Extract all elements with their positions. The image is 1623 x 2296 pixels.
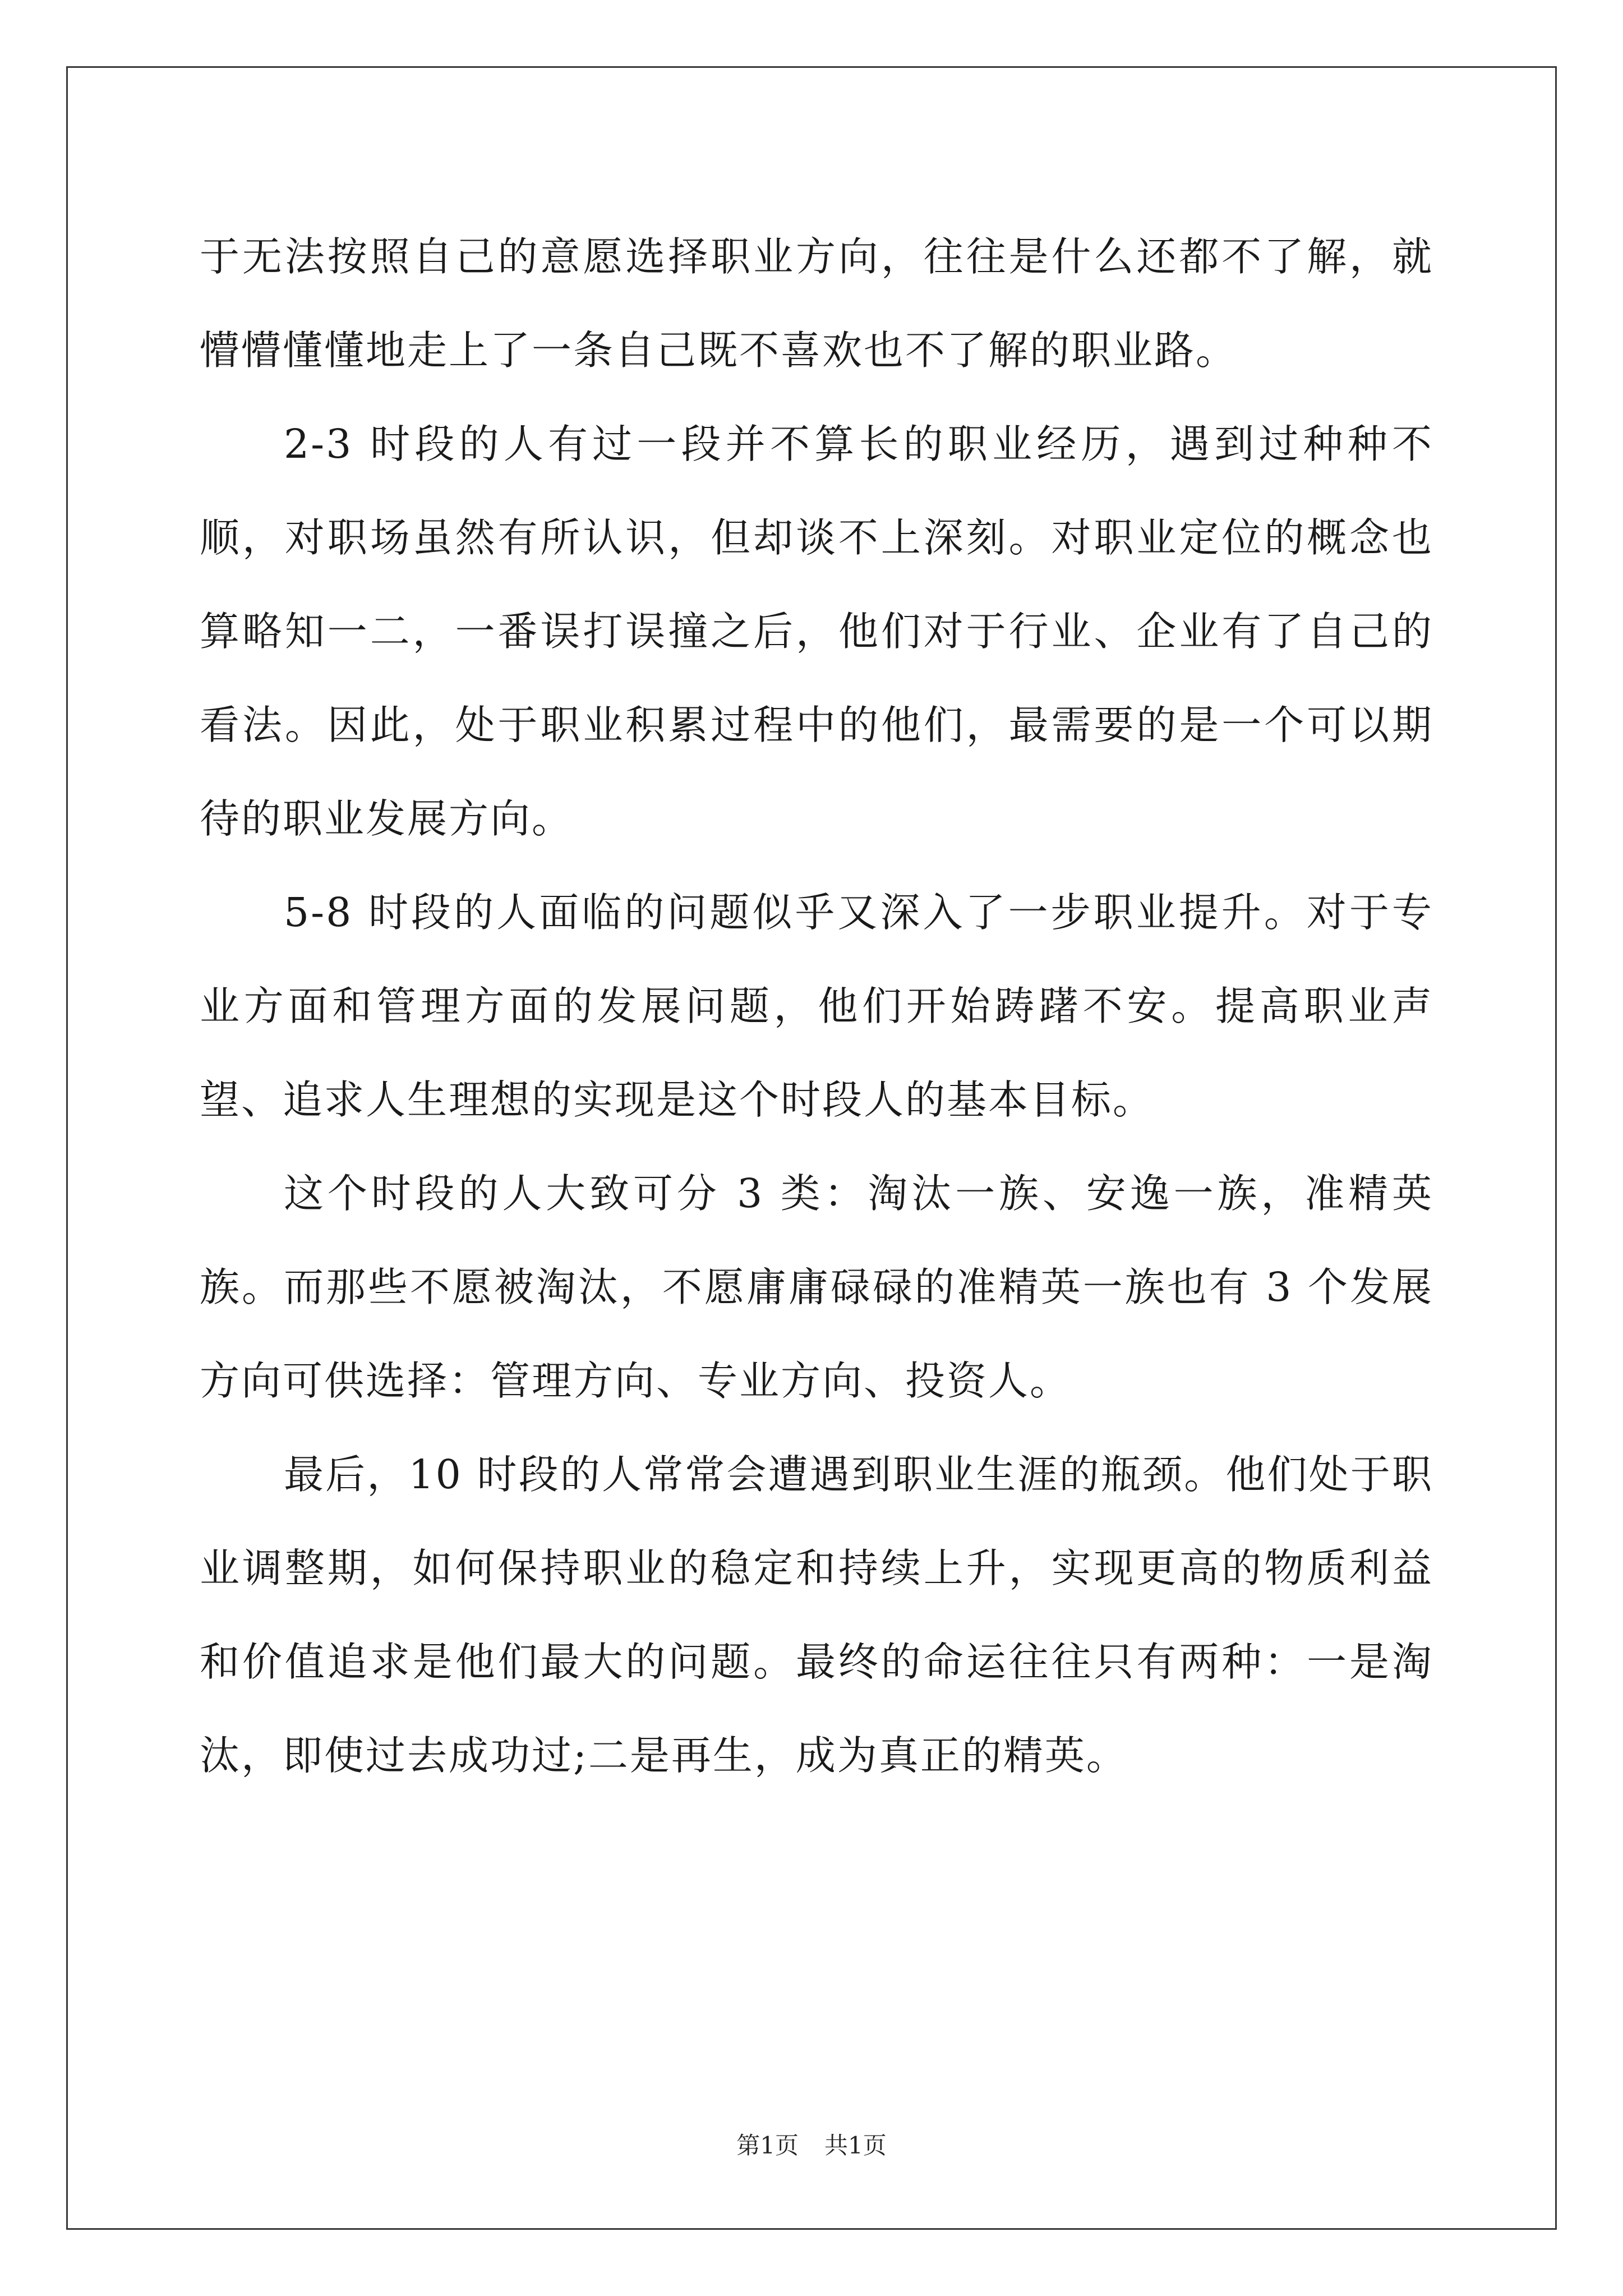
paragraph-2: 2-3 时段的人有过一段并不算长的职业经历，遇到过种种不顺，对职场虽然有所认识，但却谈不上深刻。对职业定位的概念也算略知一二，一番误打误撞之后，他们对于行业、企业有了自己的看法。因此，处于职业积累过程中的他们，最需要的是一个可以期待的职业发展方向。 [200,421,1433,842]
paragraph-3: 5-8 时段的人面临的问题似乎又深入了一步职业提升。对于专业方面和管理方面的发展问题，他们开始踌躇不安。提高职业声望、追求人生理想的实现是这个时段人的基本目标。 [200,889,1433,1123]
page-footer [0,2127,1623,2161]
paragraph-1: 于无法按照自己的意愿选择职业方向，往往是什么还都不了解，就懵懵懂懂地走上了一条自己既不喜欢也不了解的职业路。 [200,233,1433,374]
paragraph-4: 这个时段的人大致可分 3 类：淘汰一族、安逸一族，准精英族。而那些不愿被淘汰，不愿庸庸碌碌的准精英一族也有 3 个发展方向可供选择：管理方向、专业方向、投资人。 [200,1170,1433,1404]
page-number: 第1页 [736,2132,799,2159]
page-total: 共1页 [824,2132,887,2159]
document-body [200,210,1433,1802]
paragraph-5: 最后，10 时段的人常常会遭遇到职业生涯的瓶颈。他们处于职业调整期，如何保持职业的稳定和持续上升，实现更高的物质利益和价值追求是他们最大的问题。最终的命运往往只有两种：一是淘汰，即使过去成功过;二是再生，成为真正的精英。 [200,1451,1433,1779]
